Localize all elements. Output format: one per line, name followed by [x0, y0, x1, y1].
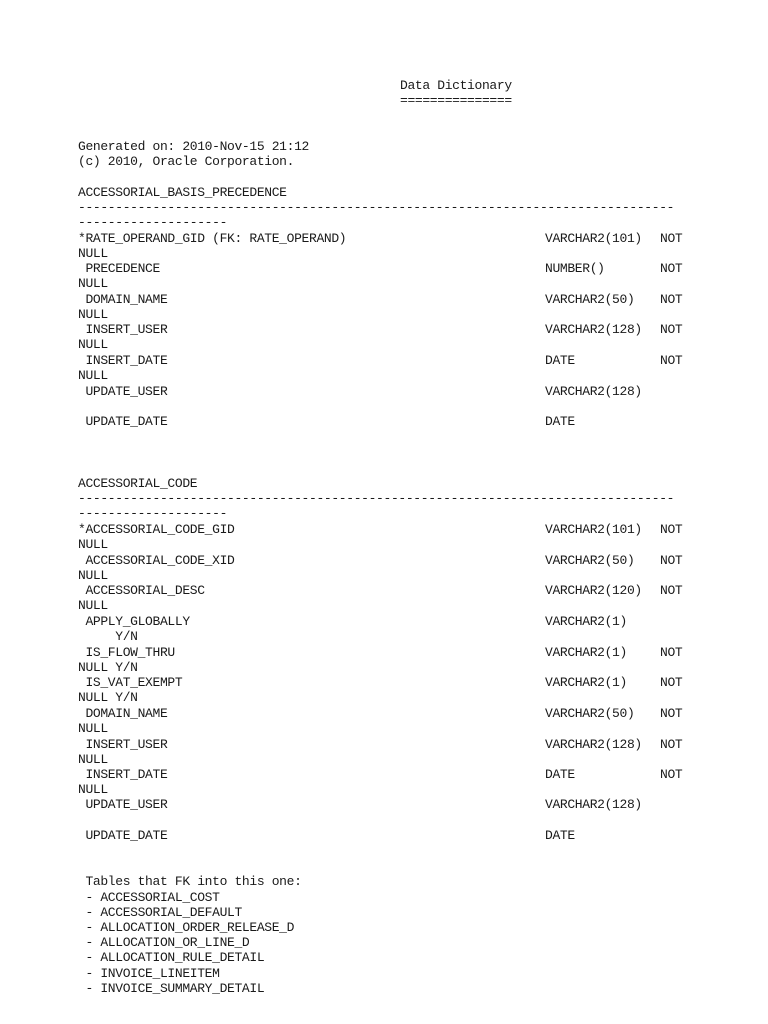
column-name: UPDATE_DATE	[78, 828, 168, 843]
separator-line: --------------------------------------------------------------------------------	[78, 491, 675, 506]
column-type: DATE	[545, 353, 575, 368]
column-null: NULL	[78, 568, 108, 583]
column-name: PRECEDENCE	[78, 261, 160, 276]
column-null: NULL	[78, 782, 108, 797]
column-name: IS_FLOW_THRU	[78, 645, 175, 660]
fk-list-item: - ALLOCATION_RULE_DETAIL	[78, 950, 265, 965]
column-type: VARCHAR2(101)	[545, 522, 642, 537]
title-underline: ===============	[400, 93, 512, 108]
column-null: NULL	[78, 537, 108, 552]
column-name: INSERT_USER	[78, 322, 168, 337]
column-type: VARCHAR2(50)	[545, 706, 635, 721]
column-type: VARCHAR2(128)	[545, 384, 642, 399]
column-type: VARCHAR2(50)	[545, 292, 635, 307]
fk-list-item: - ACCESSORIAL_DEFAULT	[78, 905, 242, 920]
column-not: NOT	[660, 322, 683, 337]
column-not: NOT	[660, 292, 683, 307]
column-type: VARCHAR2(1)	[545, 614, 627, 629]
separator-line-wrap: --------------------	[78, 215, 228, 230]
column-yn: Y/N	[78, 629, 138, 644]
fk-list-item: - ACCESSORIAL_COST	[78, 890, 220, 905]
column-null: NULL Y/N	[78, 690, 138, 705]
fk-list-item: - INVOICE_LINEITEM	[78, 966, 220, 981]
column-type: DATE	[545, 767, 575, 782]
fk-list-item: - ALLOCATION_OR_LINE_D	[78, 935, 250, 950]
generated-on: Generated on: 2010-Nov-15 21:12	[78, 139, 309, 154]
column-name: UPDATE_USER	[78, 797, 168, 812]
copyright: (c) 2010, Oracle Corporation.	[78, 154, 295, 169]
column-not: NOT	[660, 353, 683, 368]
column-name: DOMAIN_NAME	[78, 292, 168, 307]
table-name: ACCESSORIAL_BASIS_PRECEDENCE	[78, 185, 287, 200]
column-type: DATE	[545, 828, 575, 843]
column-type: NUMBER()	[545, 261, 605, 276]
column-name: UPDATE_USER	[78, 384, 168, 399]
column-type: VARCHAR2(50)	[545, 553, 635, 568]
column-name: UPDATE_DATE	[78, 414, 168, 429]
column-null: NULL	[78, 368, 108, 383]
column-null: NULL	[78, 752, 108, 767]
column-not: NOT	[660, 553, 683, 568]
column-name: DOMAIN_NAME	[78, 706, 168, 721]
column-not: NOT	[660, 261, 683, 276]
column-name: APPLY_GLOBALLY	[78, 614, 190, 629]
column-not: NOT	[660, 675, 683, 690]
column-not: NOT	[660, 645, 683, 660]
column-name: INSERT_DATE	[78, 767, 168, 782]
column-null: NULL Y/N	[78, 660, 138, 675]
column-name: INSERT_USER	[78, 737, 168, 752]
column-type: VARCHAR2(1)	[545, 645, 627, 660]
fk-list-item: - INVOICE_SUMMARY_DETAIL	[78, 981, 265, 996]
column-name: IS_VAT_EXEMPT	[78, 675, 183, 690]
column-null: NULL	[78, 307, 108, 322]
column-null: NULL	[78, 246, 108, 261]
column-type: VARCHAR2(128)	[545, 797, 642, 812]
column-null: NULL	[78, 721, 108, 736]
column-null: NULL	[78, 276, 108, 291]
column-not: NOT	[660, 522, 683, 537]
column-type: VARCHAR2(128)	[545, 322, 642, 337]
table-name: ACCESSORIAL_CODE	[78, 476, 198, 491]
column-name: ACCESSORIAL_DESC	[78, 583, 205, 598]
column-not: NOT	[660, 231, 683, 246]
column-type: VARCHAR2(120)	[545, 583, 642, 598]
fk-heading: Tables that FK into this one:	[78, 874, 302, 889]
separator-line-wrap: --------------------	[78, 506, 228, 521]
column-name: ACCESSORIAL_CODE_XID	[78, 553, 235, 568]
separator-line: --------------------------------------------------------------------------------	[78, 200, 675, 215]
column-type: VARCHAR2(1)	[545, 675, 627, 690]
column-name: *RATE_OPERAND_GID (FK: RATE_OPERAND)	[78, 231, 347, 246]
column-type: VARCHAR2(101)	[545, 231, 642, 246]
column-type: DATE	[545, 414, 575, 429]
column-not: NOT	[660, 737, 683, 752]
column-name: *ACCESSORIAL_CODE_GID	[78, 522, 235, 537]
fk-list-item: - ALLOCATION_ORDER_RELEASE_D	[78, 920, 295, 935]
column-name: INSERT_DATE	[78, 353, 168, 368]
column-null: NULL	[78, 337, 108, 352]
column-not: NOT	[660, 583, 683, 598]
column-type: VARCHAR2(128)	[545, 737, 642, 752]
document-title: Data Dictionary	[400, 78, 512, 93]
column-not: NOT	[660, 767, 683, 782]
column-not: NOT	[660, 706, 683, 721]
column-null: NULL	[78, 598, 108, 613]
